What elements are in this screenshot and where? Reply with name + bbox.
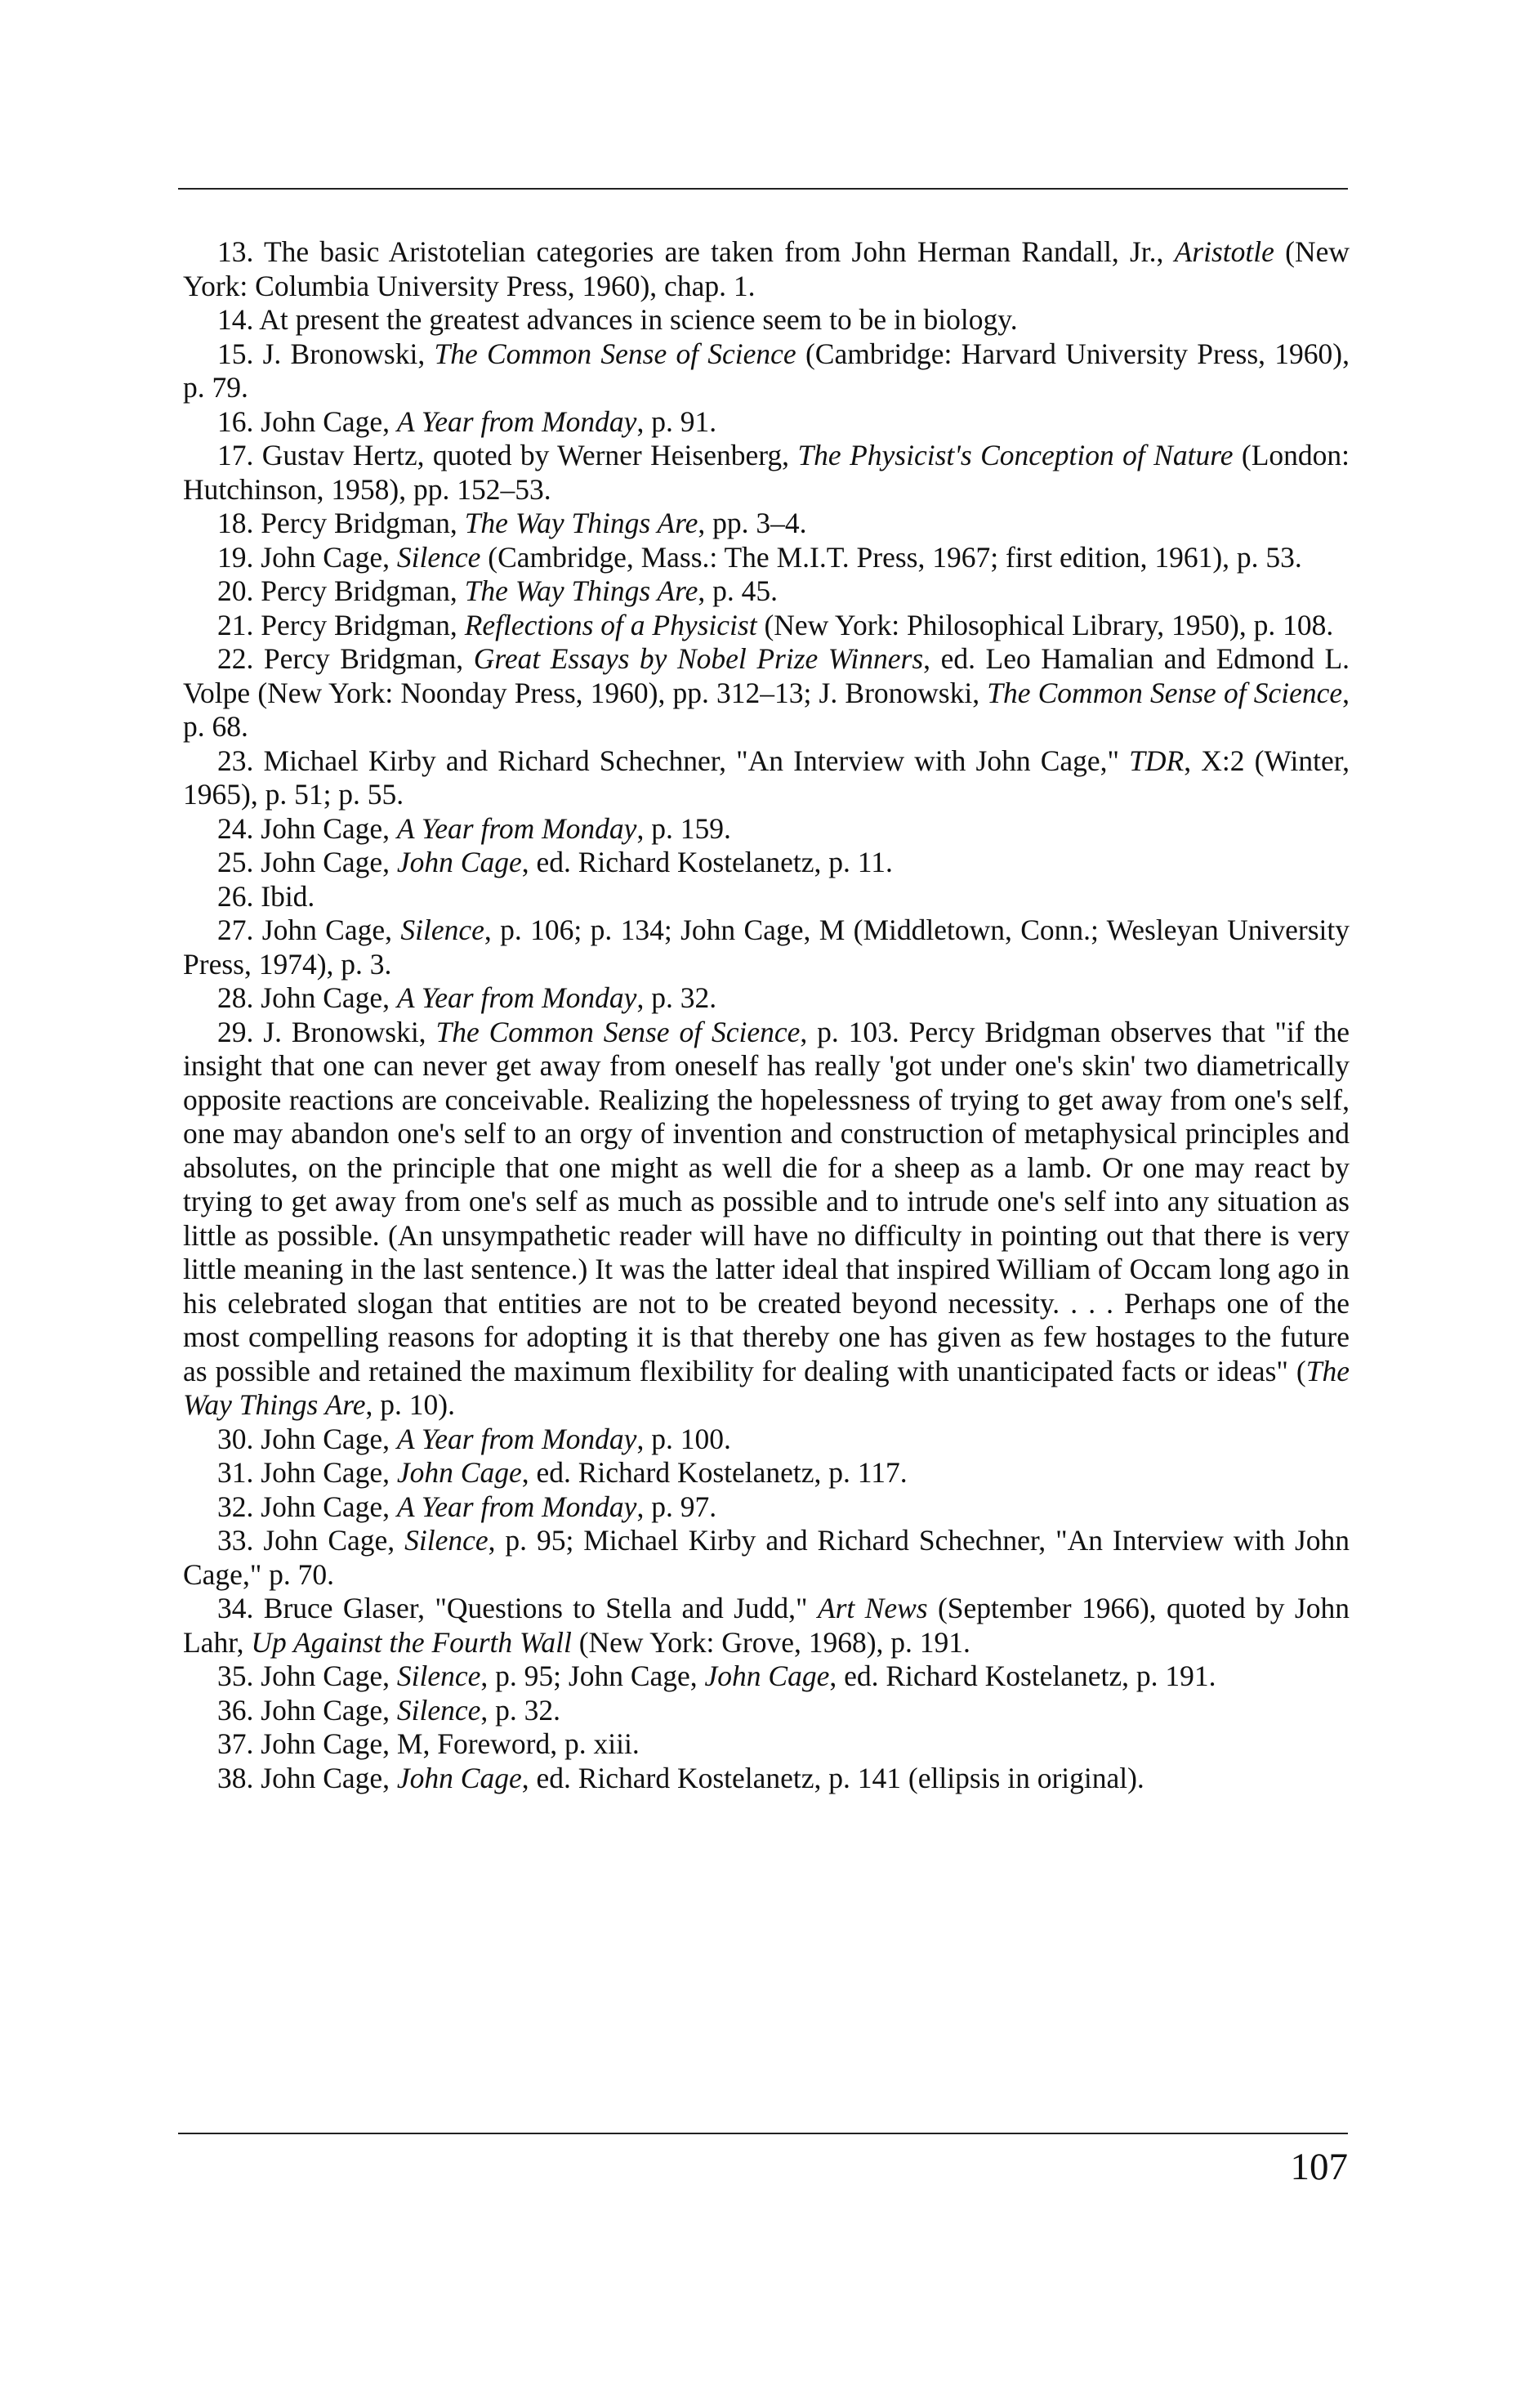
top-rule xyxy=(178,188,1348,190)
endnote-title: Silence xyxy=(396,1660,481,1692)
endnote-text: , p. 103. Percy Bridgman observes that "if the insight that one can never get away from oneself has really 'got under one's skin' two diametrically opposite reactions are conceivable. Realizing the hopelessness of trying to get away from one's self, one may abandon one's self to an orgy of invention and construction of metaphysical principles and absolutes, on the principle that one might as well die for a sheep as a lamb. Or one may react by trying to get away from one's self as much as possible and to intrude one's self into any situation as little as possible. (An unsympathetic reader will have no difficulty in pointing out that there is very little meaning in the last sentence.) It was the latter ideal that inspired William of Occam long ago in his celebrated slogan that entities are not to be created beyond necessity. . . . Perhaps one of the most compelling reasons for adopting it is that thereby one has given as few hostages to the future as possible and retained the maximum flexibility for dealing with unanticipated facts or ideas" ( xyxy=(183,1015,1350,1387)
endnote-title: The Way Things Are xyxy=(183,1354,1350,1421)
endnote-title: John Cage xyxy=(396,846,522,878)
endnote-text: John Cage, xyxy=(261,981,397,1014)
endnote-number: 13. xyxy=(217,235,254,268)
endnote-title: A Year from Monday xyxy=(396,811,637,845)
endnote-number: 23. xyxy=(217,744,254,777)
endnote xyxy=(183,235,1350,303)
endnote xyxy=(183,574,1350,609)
endnote-text: Michael Kirby and Richard Schechner, "An Interview with John Cage," xyxy=(263,744,1130,777)
endnote-text: Ibid. xyxy=(261,879,315,913)
endnote-text: , p. 97. xyxy=(636,1490,717,1523)
endnote-number: 36. xyxy=(217,1693,254,1727)
endnote-number: 33. xyxy=(217,1524,254,1557)
endnote-text: , p. 68. xyxy=(183,676,1350,743)
endnote-number: 15. xyxy=(217,337,254,370)
endnote xyxy=(183,507,1350,541)
endnote-title: A Year from Monday xyxy=(396,981,637,1014)
endnote-title: The Way Things Are xyxy=(464,507,698,539)
endnote-text: The basic Aristotelian categories are taken from John Herman Randall, Jr., xyxy=(263,235,1175,268)
endnote-title: John Cage xyxy=(396,1456,522,1489)
endnote-number: 17. xyxy=(217,439,254,471)
endnote-number: 18. xyxy=(217,507,254,539)
endnote-text: John Cage, xyxy=(261,404,397,438)
endnote xyxy=(183,981,1350,1016)
endnote-title: A Year from Monday xyxy=(396,1422,637,1455)
endnote-title: Great Essays by Nobel Prize Winners xyxy=(473,642,924,675)
endnotes-list xyxy=(183,235,1350,1795)
endnote-text: John Cage, xyxy=(261,1761,397,1794)
endnote-number: 16. xyxy=(217,404,254,438)
endnote-number: 28. xyxy=(217,981,254,1014)
endnote-text: Percy Bridgman, xyxy=(263,642,474,675)
endnote-number: 22. xyxy=(217,642,254,675)
endnote-number: 31. xyxy=(217,1456,254,1489)
endnote-text: Percy Bridgman, xyxy=(261,608,465,641)
endnote-text: John Cage, xyxy=(261,1490,397,1523)
endnote-text: , ed. Richard Kostelanetz, p. 117. xyxy=(521,1456,908,1489)
endnote xyxy=(183,1660,1350,1694)
endnote-text: , ed. Richard Kostelanetz, p. 191. xyxy=(829,1660,1216,1692)
endnote-text: , p. 95; Michael Kirby and Richard Schechner, "An Interview with John Cage," p. 70. xyxy=(183,1524,1350,1591)
endnote-text: John Cage, xyxy=(261,540,397,574)
endnote-text: , ed. Leo Hamalian and Edmond L. Volpe (New York: Noonday Press, 1960), pp. 312–13; J. Bronowski, xyxy=(183,642,1350,709)
endnote-text: , p. 91. xyxy=(636,404,717,438)
endnote-text: , p. 106; p. 134; John Cage, M (Middletown, Conn.; Wesleyan University Press, 1974), p. 3. xyxy=(183,914,1350,981)
endnote-title: Silence xyxy=(400,914,484,946)
endnote-number: 25. xyxy=(217,846,254,878)
endnote-text: John Cage, xyxy=(263,1524,405,1557)
endnote-title: Aristotle xyxy=(1174,235,1274,268)
endnote-text: , p. 10). xyxy=(365,1388,455,1421)
endnote-text: John Cage, xyxy=(261,1660,397,1692)
endnote-number: 14. xyxy=(217,303,254,336)
endnote-title: Silence xyxy=(396,1693,481,1727)
endnote-title: The Physicist's Conception of Nature xyxy=(797,439,1234,471)
endnote-title: A Year from Monday xyxy=(396,404,637,438)
endnote-title: A Year from Monday xyxy=(396,1490,637,1523)
page-number: 107 xyxy=(1290,2146,1348,2188)
endnote-text: John Cage, M, Foreword, p. xiii. xyxy=(261,1727,640,1760)
endnote-title: Art News xyxy=(817,1592,928,1624)
endnote xyxy=(183,541,1350,575)
endnote-text: John Cage, xyxy=(261,914,401,946)
endnote xyxy=(183,744,1350,812)
endnote xyxy=(183,405,1350,440)
endnote-text: (Cambridge: Harvard University Press, 1960), p. 79. xyxy=(183,337,1350,404)
endnote-text: (London: Hutchinson, 1958), pp. 152–53. xyxy=(183,439,1350,506)
endnote-title: John Cage xyxy=(396,1761,522,1794)
endnote-text: , ed. Richard Kostelanetz, p. 11. xyxy=(521,846,893,878)
endnote-text: (Cambridge, Mass.: The M.I.T. Press, 1967; first edition, 1961), p. 53. xyxy=(480,540,1302,574)
endnote xyxy=(183,914,1350,981)
endnote-text: , p. 32. xyxy=(480,1693,561,1727)
endnote-text: , p. 159. xyxy=(636,811,731,845)
endnote-text: (New York: Grove, 1968), p. 191. xyxy=(571,1625,970,1659)
endnote xyxy=(183,1456,1350,1490)
endnote-number: 34. xyxy=(217,1592,254,1624)
endnote-text: John Cage, xyxy=(261,811,397,845)
endnote xyxy=(183,1727,1350,1762)
endnote-number: 19. xyxy=(217,540,254,574)
endnote-text: , p. 45. xyxy=(698,574,778,607)
endnote-number: 29. xyxy=(217,1015,254,1048)
endnote xyxy=(183,1490,1350,1525)
endnote xyxy=(183,1423,1350,1457)
endnote-title: The Common Sense of Science xyxy=(434,337,796,370)
endnote-text: (New York: Philosophical Library, 1950), p. 108. xyxy=(756,608,1334,641)
endnote xyxy=(183,812,1350,847)
endnote-number: 32. xyxy=(217,1490,254,1523)
endnote-text: John Cage, xyxy=(261,846,397,878)
endnote-text: Bruce Glaser, "Questions to Stella and Judd," xyxy=(263,1592,818,1624)
endnote xyxy=(183,1016,1350,1423)
endnote-text: Gustav Hertz, quoted by Werner Heisenberg, xyxy=(261,439,798,471)
endnote-number: 20. xyxy=(217,574,254,607)
endnote xyxy=(183,642,1350,744)
endnote xyxy=(183,880,1350,914)
endnote-title: Silence xyxy=(396,540,481,574)
bottom-rule xyxy=(178,2133,1348,2134)
endnote-title: Reflections of a Physicist xyxy=(464,608,757,641)
endnote xyxy=(183,1592,1350,1660)
endnote xyxy=(183,609,1350,643)
endnote xyxy=(183,1524,1350,1592)
endnote-text: At present the greatest advances in science seem to be in biology. xyxy=(259,303,1018,336)
endnote-title: John Cage xyxy=(704,1660,830,1692)
endnote xyxy=(183,1762,1350,1796)
endnote-text: (September 1966), quoted by John Lahr, xyxy=(183,1592,1350,1659)
endnote-number: 24. xyxy=(217,811,254,845)
endnote-title: TDR xyxy=(1129,744,1185,777)
endnote-text: John Cage, xyxy=(261,1693,397,1727)
endnote-number: 21. xyxy=(217,608,254,641)
endnote xyxy=(183,1694,1350,1728)
endnote-text: (New York: Columbia University Press, 1960), chap. 1. xyxy=(183,235,1350,302)
endnote xyxy=(183,337,1350,405)
endnote-text: , p. 100. xyxy=(636,1422,731,1455)
endnote-text: J. Bronowski, xyxy=(262,337,435,370)
endnote-text: , p. 95; John Cage, xyxy=(480,1660,705,1692)
endnote-text: , ed. Richard Kostelanetz, p. 141 (ellipsis in original). xyxy=(521,1761,1144,1794)
endnote-text: John Cage, xyxy=(261,1456,397,1489)
endnote-number: 35. xyxy=(217,1660,254,1692)
endnote-number: 30. xyxy=(217,1422,254,1455)
endnote-text: John Cage, xyxy=(261,1422,397,1455)
endnote-text: , pp. 3–4. xyxy=(698,507,807,539)
endnote-title: Silence xyxy=(404,1524,489,1557)
endnote-text: J. Bronowski, xyxy=(263,1015,436,1048)
endnote-text: , p. 32. xyxy=(636,981,717,1014)
endnote-number: 26. xyxy=(217,879,254,913)
endnote-title: The Way Things Are xyxy=(464,574,698,607)
endnote-title: Up Against the Fourth Wall xyxy=(251,1625,572,1659)
endnote-title: The Common Sense of Science xyxy=(435,1015,801,1048)
endnote-title: The Common Sense of Science xyxy=(987,676,1343,709)
endnote-text: , X:2 (Winter, 1965), p. 51; p. 55. xyxy=(183,744,1350,811)
endnote-text: Percy Bridgman, xyxy=(261,574,465,607)
endnote-number: 27. xyxy=(217,914,254,946)
endnote xyxy=(183,439,1350,507)
endnote-number: 38. xyxy=(217,1761,254,1794)
endnote-number: 37. xyxy=(217,1727,254,1760)
endnote xyxy=(183,846,1350,880)
endnote-text: Percy Bridgman, xyxy=(261,507,465,539)
endnote xyxy=(183,303,1350,337)
